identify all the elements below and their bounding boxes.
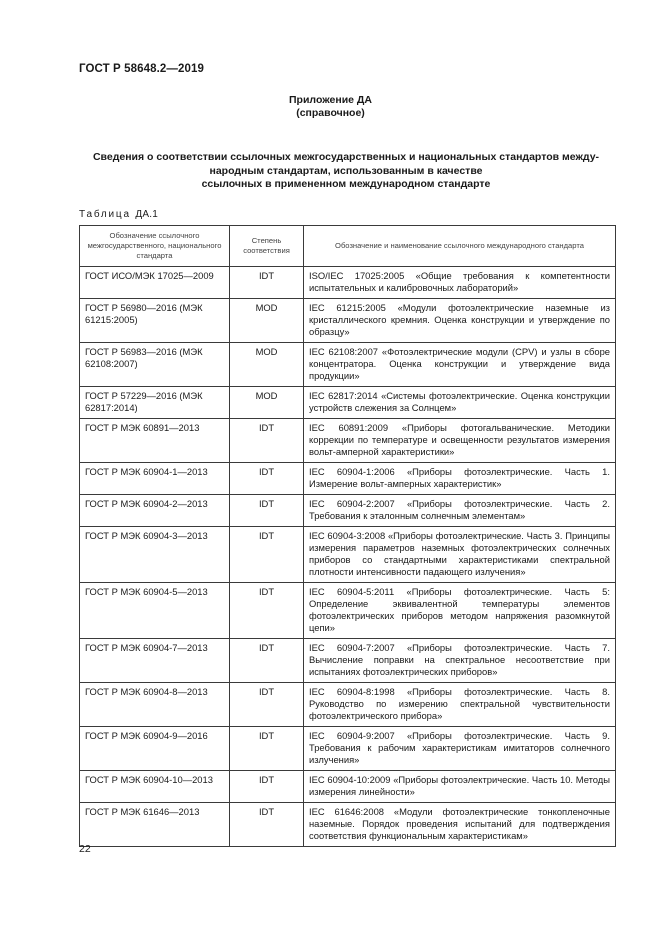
degree-cell: IDT — [230, 419, 304, 463]
national-standard-cell: ГОСТ Р МЭК 60904-2—2013 — [80, 495, 230, 527]
international-standard-cell: IEC 60891:2009 «Приборы фотогальванические. Методики коррекции по температуре и освещенности результатов измерения вольт-амперной характеристики» — [304, 419, 616, 463]
section-title-line: народным стандартам, использованным в качестве — [209, 164, 483, 177]
table-row — [80, 527, 616, 583]
international-standard-cell: IEC 60904-7:2007 «Приборы фотоэлектрические. Часть 7. Вычисление поправки на спектральное несоответствие при испытаниях фотоэлектрических приборов» — [304, 639, 616, 683]
table-row — [80, 267, 616, 299]
international-standard-cell: IEC 60904-3:2008 «Приборы фотоэлектрические. Часть 3. Принципы измерения параметров наземных фотоэлектрических солнечных приборов со стандартными характеристиками спектральной плотности интенсивности падающего излучения» — [304, 527, 616, 583]
national-standard-cell: ГОСТ Р МЭК 60904-1—2013 — [80, 463, 230, 495]
national-standard-cell: ГОСТ Р 56983—2016 (МЭК 62108:2007) — [80, 343, 230, 387]
section-title-line: ссылочных в примененном международном стандарте — [201, 178, 491, 190]
appendix-heading — [0, 94, 661, 120]
table-caption-prefix: Таблица — [79, 209, 131, 220]
table-row — [80, 387, 616, 419]
document-code: ГОСТ Р 58648.2—2019 — [79, 63, 204, 75]
international-standard-cell: IEC 62108:2007 «Фотоэлектрические модули (CPV) и узлы в сборе концентратора. Оценка конструкции и утверждение вида продукции» — [304, 343, 616, 387]
international-standard-cell: IEC 60904-1:2006 «Приборы фотоэлектрические. Часть 1. Измерение вольт-амперных характеристик» — [304, 463, 616, 495]
degree-cell: IDT — [230, 495, 304, 527]
degree-cell: MOD — [230, 299, 304, 343]
national-standard-cell: ГОСТ Р МЭК 60904-10—2013 — [80, 771, 230, 803]
degree-cell: IDT — [230, 803, 304, 847]
national-standard-cell: ГОСТ Р МЭК 60891—2013 — [80, 419, 230, 463]
national-standard-cell: ГОСТ Р МЭК 60904-9—2016 — [80, 727, 230, 771]
table-row — [80, 495, 616, 527]
national-standard-cell: ГОСТ ИСО/МЭК 17025—2009 — [80, 267, 230, 299]
national-standard-cell: ГОСТ Р 56980—2016 (МЭК 61215:2005) — [80, 299, 230, 343]
degree-cell: IDT — [230, 683, 304, 727]
national-standard-cell: ГОСТ Р 57229—2016 (МЭК 62817:2014) — [80, 387, 230, 419]
appendix-title: Приложение ДА — [289, 94, 372, 106]
degree-cell: IDT — [230, 267, 304, 299]
column-header-international: Обозначение и наименование ссылочного международного стандарта — [304, 226, 616, 267]
international-standard-cell: IEC 61646:2008 «Модули фотоэлектрические тонкопленочные наземные. Порядок проведения испытаний для подтверждения соответствия функциональным характеристикам» — [304, 803, 616, 847]
column-header-degree: Степень соответствия — [230, 226, 304, 267]
table-row — [80, 727, 616, 771]
degree-cell: IDT — [230, 463, 304, 495]
table-row — [80, 463, 616, 495]
degree-cell: IDT — [230, 771, 304, 803]
appendix-subtitle: (справочное) — [296, 107, 365, 119]
table-row — [80, 683, 616, 727]
international-standard-cell: IEC 60904-5:2011 «Приборы фотоэлектрические. Часть 5: Определение эквивалентной температуры элементов фотоэлектрических приборов методом напряжения разомкнутой цепи» — [304, 583, 616, 639]
table-caption-id: ДА.1 — [135, 209, 158, 220]
page-number: 22 — [79, 843, 91, 855]
standards-table — [79, 225, 616, 847]
degree-cell: IDT — [230, 583, 304, 639]
degree-cell: MOD — [230, 343, 304, 387]
international-standard-cell: ISO/IEC 17025:2005 «Общие требования к компетентности испытательных и калибровочных лабораторий» — [304, 267, 616, 299]
table-row — [80, 583, 616, 639]
table-caption — [79, 209, 158, 220]
national-standard-cell: ГОСТ Р МЭК 60904-5—2013 — [80, 583, 230, 639]
degree-cell: IDT — [230, 527, 304, 583]
column-header-national: Обозначение ссылочного межгосударственного, национального стандарта — [80, 226, 230, 267]
degree-cell: MOD — [230, 387, 304, 419]
national-standard-cell: ГОСТ Р МЭК 60904-7—2013 — [80, 639, 230, 683]
international-standard-cell: IEC 60904-8:1998 «Приборы фотоэлектрические. Часть 8. Руководство по измерению спектральной чувствительности фотоэлектрического прибора» — [304, 683, 616, 727]
table-row — [80, 803, 616, 847]
national-standard-cell: ГОСТ Р МЭК 60904-3—2013 — [80, 527, 230, 583]
international-standard-cell: IEC 61215:2005 «Модули фотоэлектрические наземные из кристаллического кремния. Оценка конструкции и утверждение по образцу» — [304, 299, 616, 343]
international-standard-cell: IEC 62817:2014 «Системы фотоэлектрические. Оценка конструкции устройств слежения за Солнцем» — [304, 387, 616, 419]
degree-cell: IDT — [230, 727, 304, 771]
table-row — [80, 343, 616, 387]
section-title — [76, 151, 616, 192]
international-standard-cell: IEC 60904-10:2009 «Приборы фотоэлектрические. Часть 10. Методы измерения линейности» — [304, 771, 616, 803]
national-standard-cell: ГОСТ Р МЭК 60904-8—2013 — [80, 683, 230, 727]
national-standard-cell: ГОСТ Р МЭК 61646—2013 — [80, 803, 230, 847]
section-title-line: Сведения о соответствии ссылочных межгосударственных и национальных стандартов между- — [92, 151, 600, 163]
table-row — [80, 771, 616, 803]
table-row — [80, 419, 616, 463]
international-standard-cell: IEC 60904-9:2007 «Приборы фотоэлектрические. Часть 9. Требования к рабочим характеристикам имитаторов солнечного излучения» — [304, 727, 616, 771]
table-row — [80, 639, 616, 683]
degree-cell: IDT — [230, 639, 304, 683]
international-standard-cell: IEC 60904-2:2007 «Приборы фотоэлектрические. Часть 2. Требования к эталонным солнечным элементам» — [304, 495, 616, 527]
table-row — [80, 299, 616, 343]
table-header-row — [80, 226, 616, 267]
